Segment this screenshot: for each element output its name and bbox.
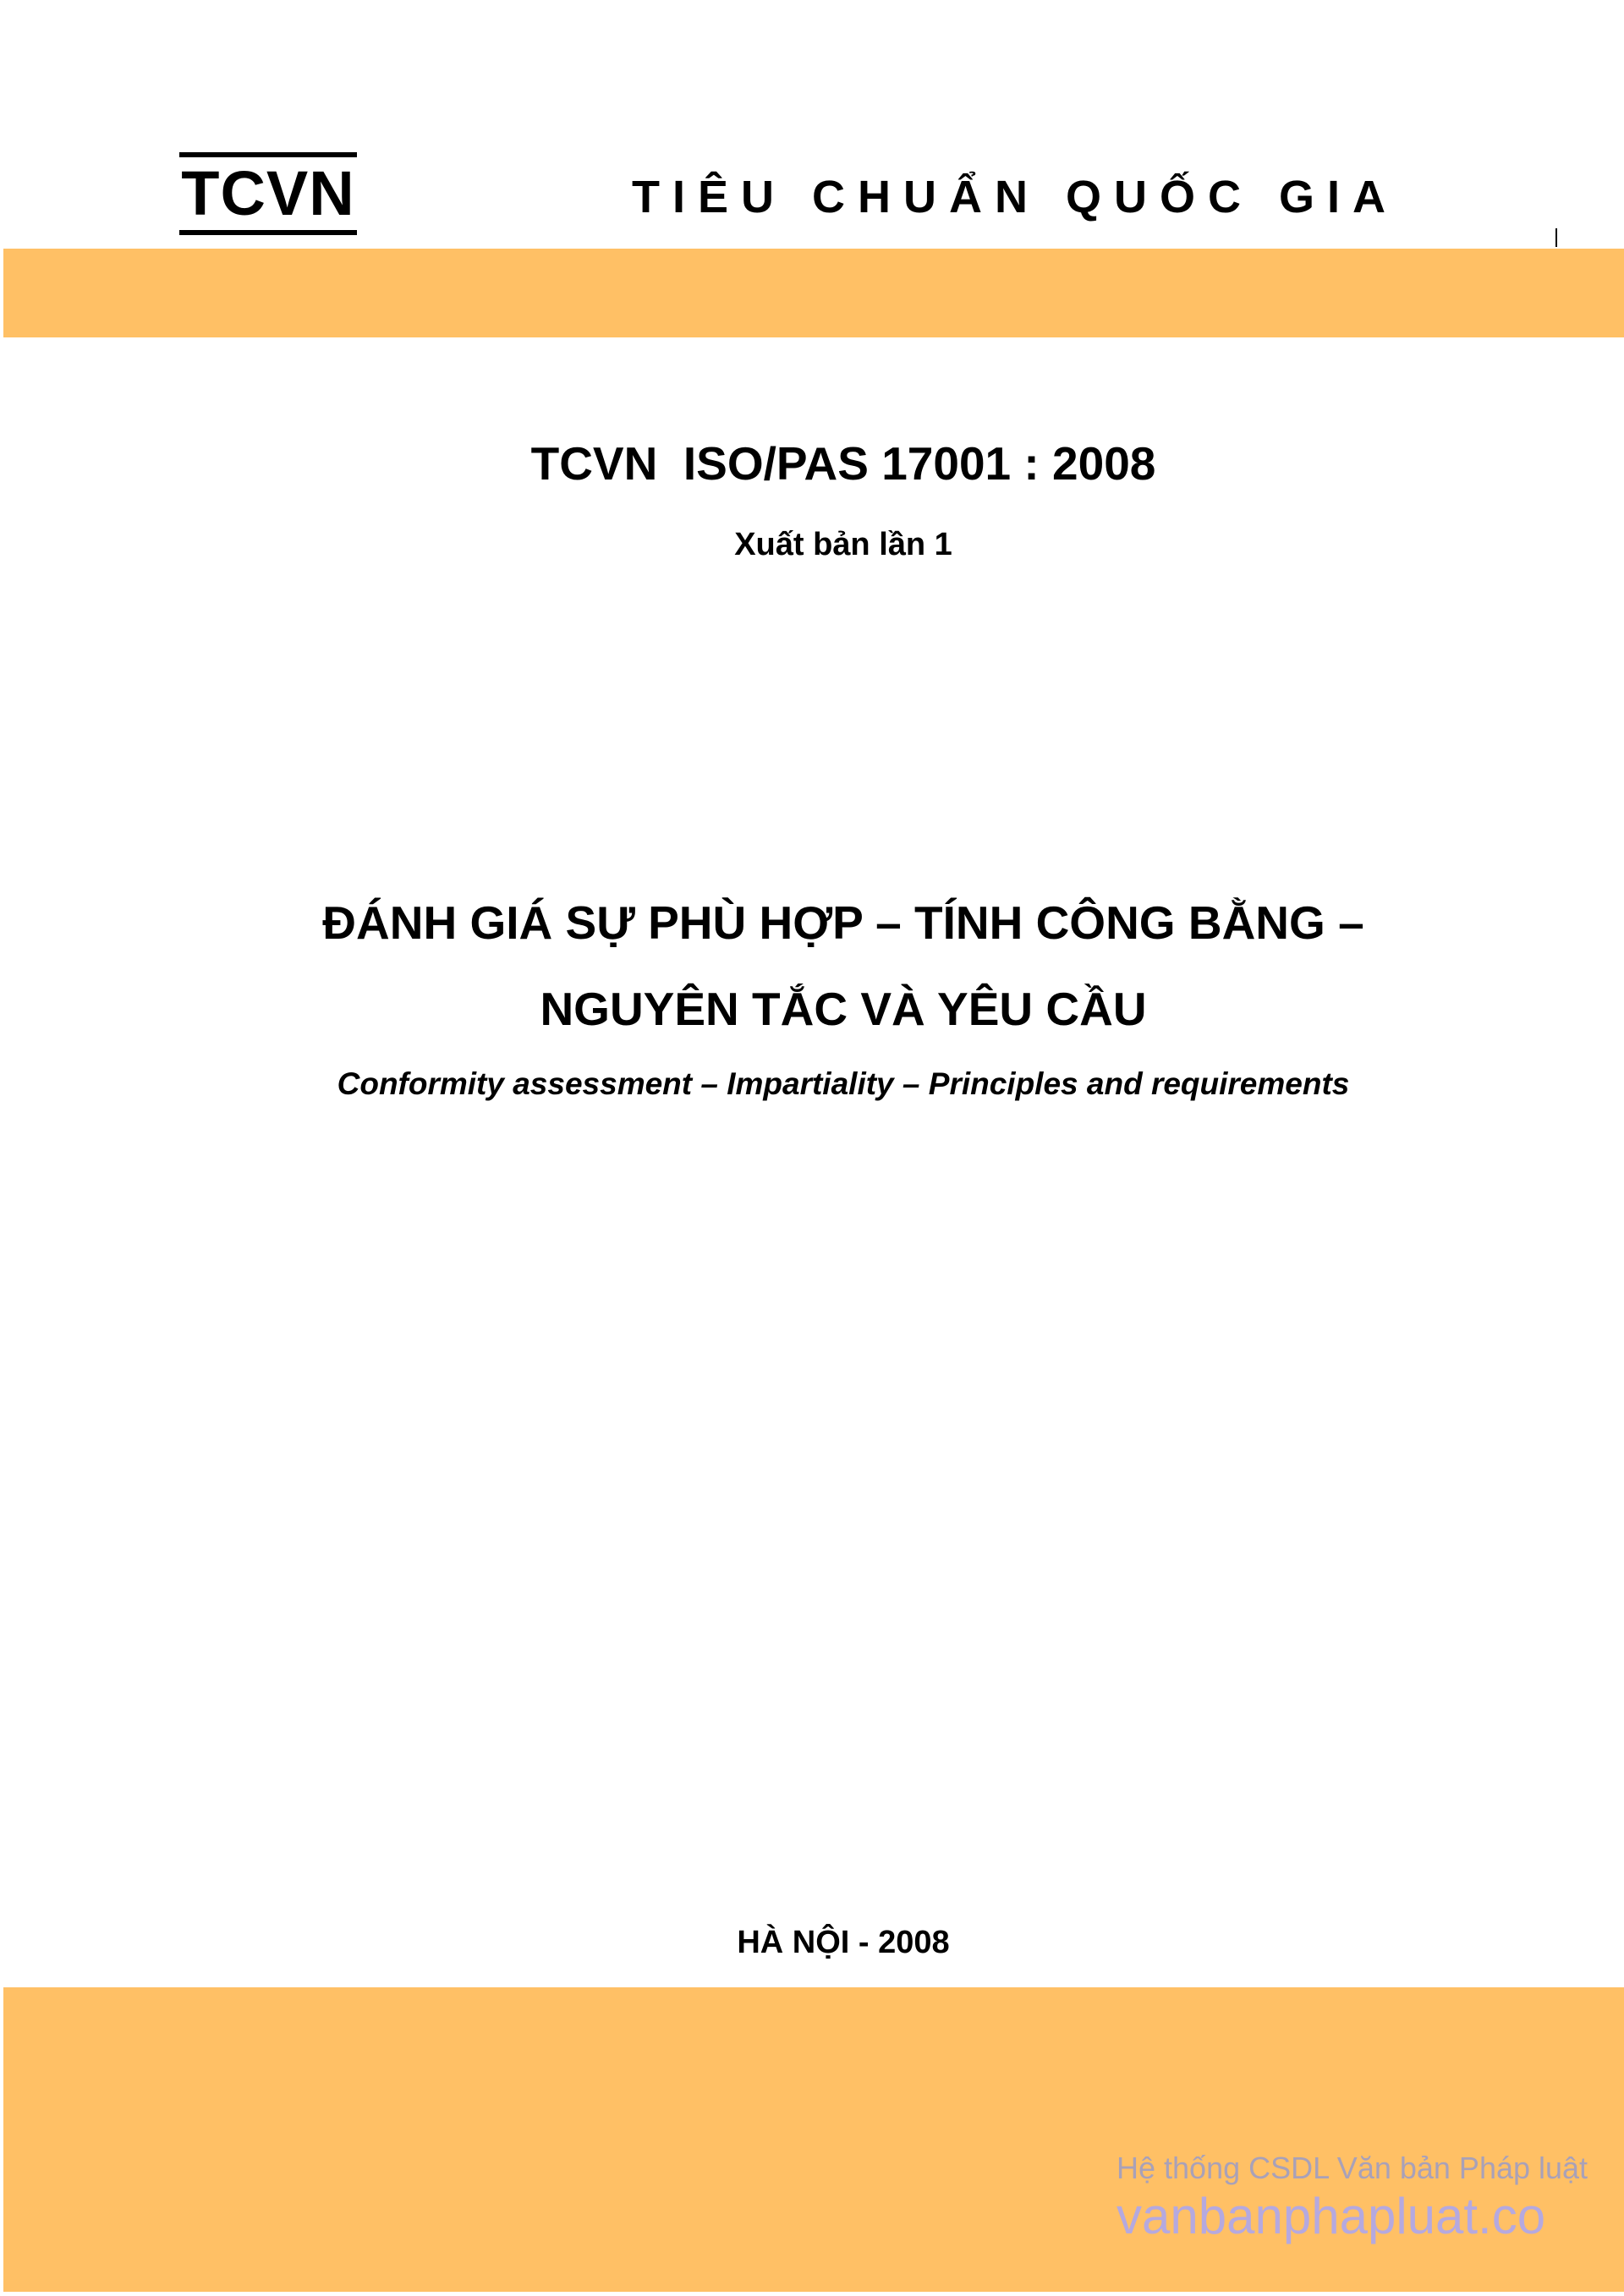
place-and-year: HÀ NỘI - 2008 [737,1925,950,1960]
standard-number: TCVN ISO/PAS 17001 : 2008 [530,437,1156,490]
edition-label: Xuất bản lần 1 [734,527,952,562]
watermark-line-2: vanbanphapluat.co [1116,2188,1546,2244]
national-standard-heading: TIÊU CHUẨN QUỐC GIA [632,172,1398,222]
watermark-line-1: Hệ thống CSDL Văn bản Pháp luật [1116,2151,1588,2185]
document-title-english: Conformity assessment – Impartiality – Principles and requirements [337,1066,1350,1101]
document-title-vietnamese [0,879,1624,1052]
bottom-color-band [3,1987,1624,2292]
title-line-2: NGUYÊN TẮC VÀ YÊU CẦU [540,983,1147,1035]
watermark [1116,2148,1590,2244]
tcvn-logo: TCVN [179,152,357,235]
top-color-band [3,249,1624,337]
title-line-1: ĐÁNH GIÁ SỰ PHÙ HỢP – TÍNH CÔNG BẰNG – [322,896,1364,949]
margin-tick-mark [1555,228,1557,247]
